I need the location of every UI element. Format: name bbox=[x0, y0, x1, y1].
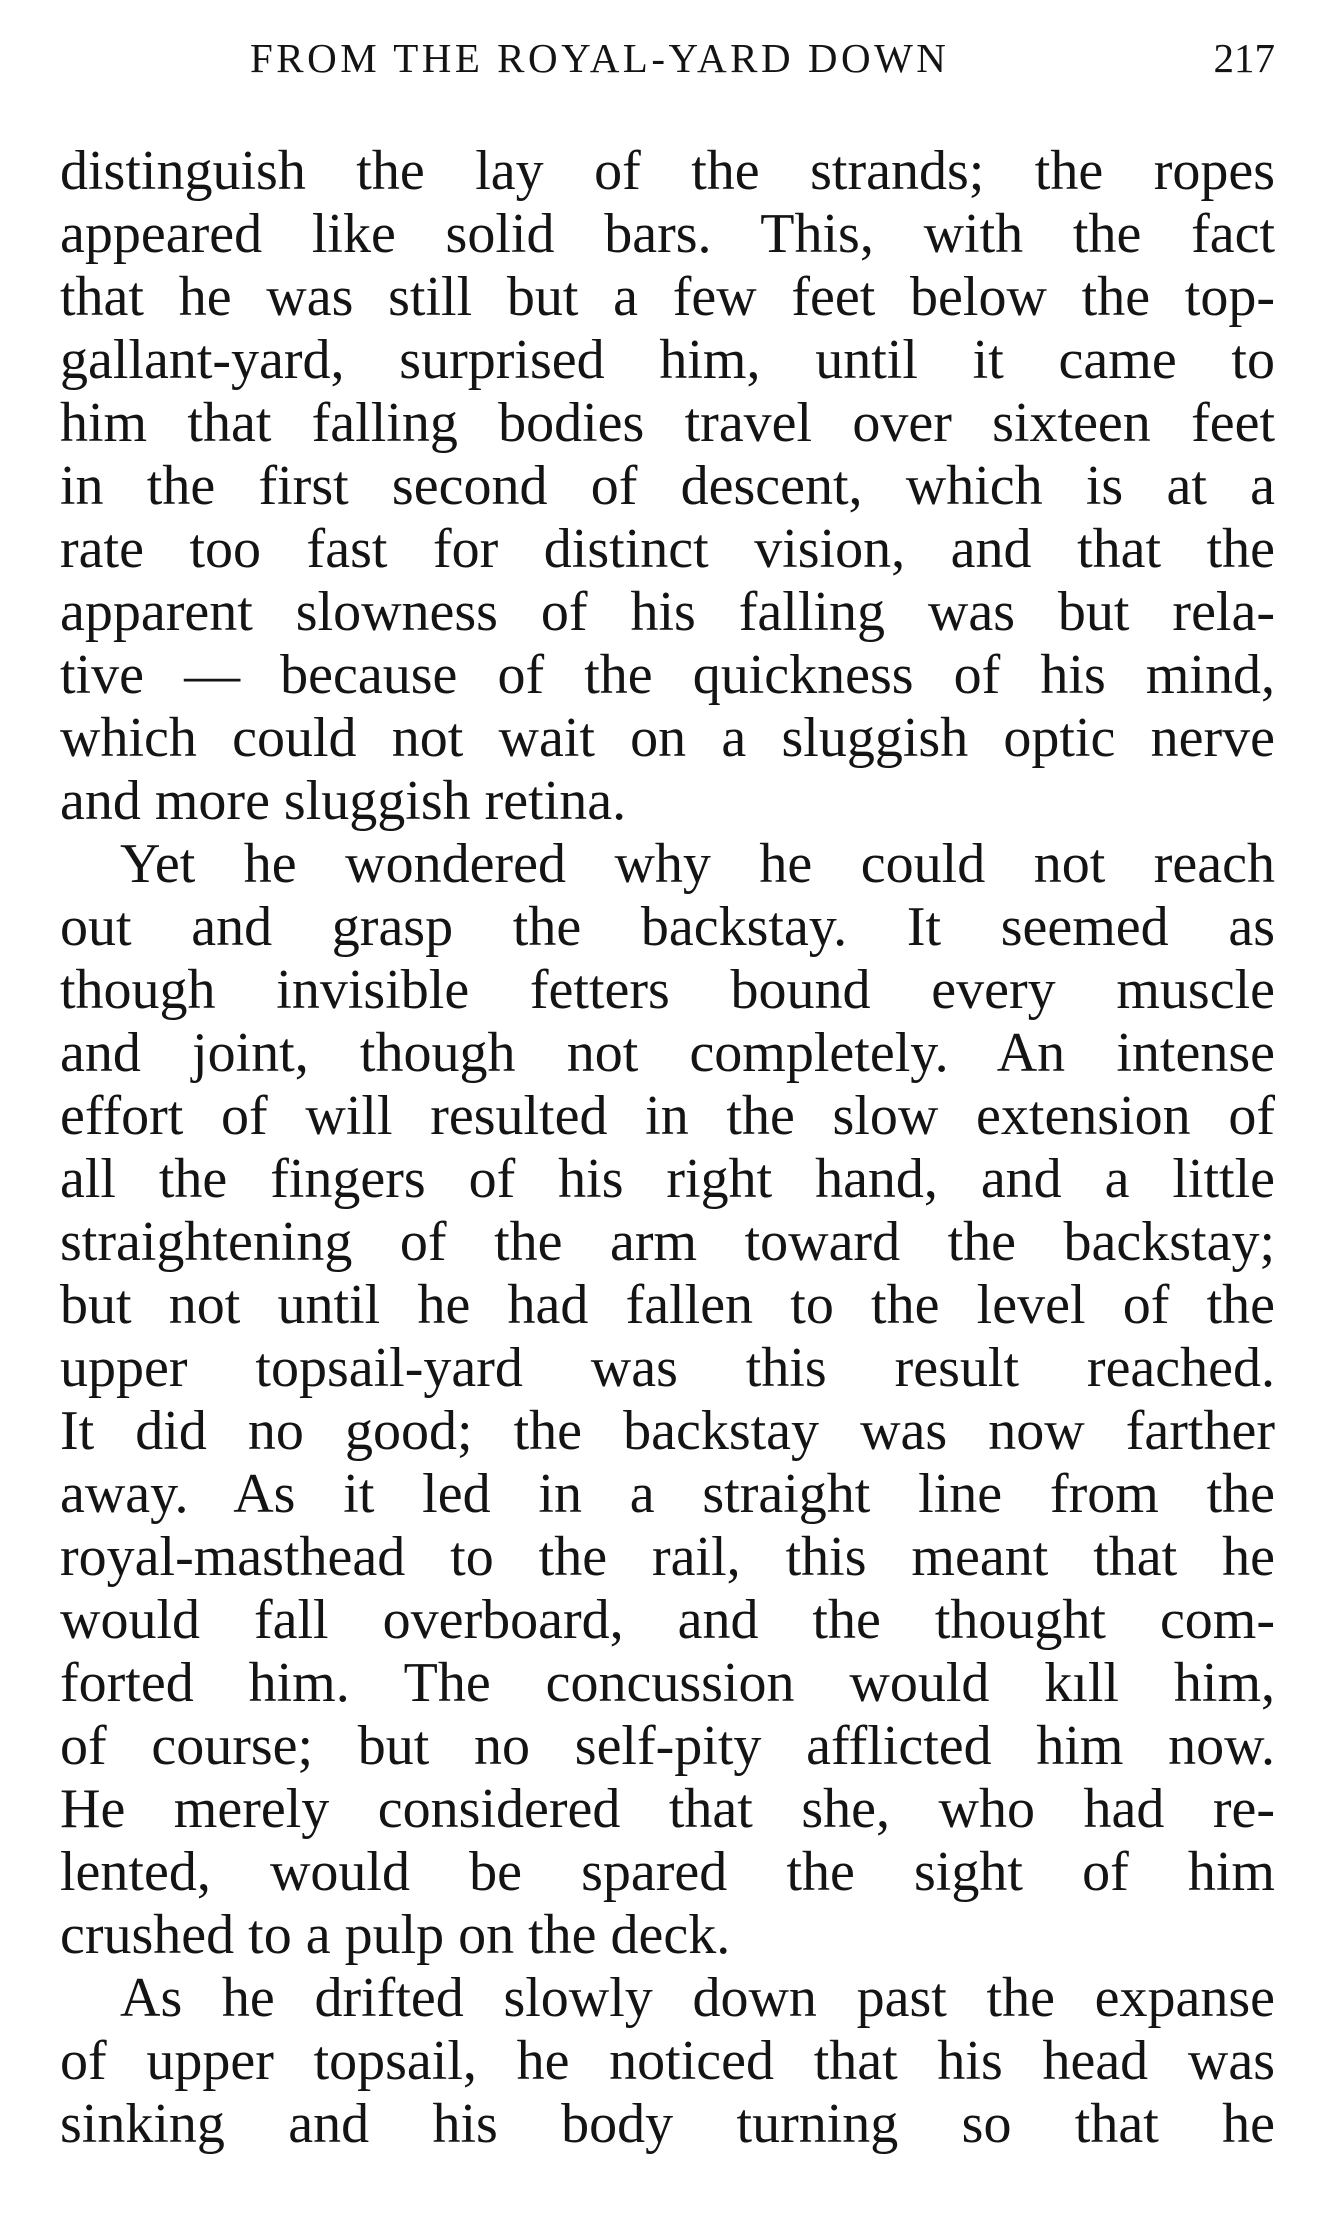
text-line: tive — because of the quickness of his mind, bbox=[60, 644, 1275, 706]
paragraph-3 bbox=[60, 1967, 1275, 2156]
page-number: 217 bbox=[1213, 35, 1275, 81]
text-line: that he was still but a few feet below the top- bbox=[60, 266, 1275, 328]
text-line: which could not wait on a sluggish optic nerve bbox=[60, 707, 1275, 769]
text-line: away. As it led in a straight line from the bbox=[60, 1463, 1275, 1525]
text-line: effort of will resulted in the slow extension of bbox=[60, 1085, 1275, 1147]
text-line: rate too fast for distinct vision, and that the bbox=[60, 518, 1275, 580]
text-line: It did no good; the backstay was now farther bbox=[60, 1400, 1275, 1462]
text-line: gallant-yard, surprised him, until it came to bbox=[60, 329, 1275, 391]
body-text bbox=[60, 140, 1275, 2156]
text-line: of upper topsail, he noticed that his head was bbox=[60, 2030, 1275, 2092]
text-line: and joint, though not completely. An intense bbox=[60, 1022, 1275, 1084]
text-line: straightening of the arm toward the backstay; bbox=[60, 1211, 1275, 1273]
text-line: upper topsail-yard was this result reached. bbox=[60, 1337, 1275, 1399]
text-line: As he drifted slowly down past the expanse bbox=[120, 1967, 1275, 2029]
running-head bbox=[60, 28, 1275, 88]
text-line: distinguish the lay of the strands; the ropes bbox=[60, 140, 1275, 202]
text-line: lented, would be spared the sight of him bbox=[60, 1841, 1275, 1903]
text-line: and more sluggish retina. bbox=[60, 770, 627, 832]
text-line: though invisible fetters bound every muscle bbox=[60, 959, 1275, 1021]
text-line: but not until he had fallen to the level of the bbox=[60, 1274, 1275, 1336]
text-line: appeared like solid bars. This, with the fact bbox=[60, 203, 1275, 265]
text-line: of course; but no self-pity afflicted him now. bbox=[60, 1715, 1275, 1777]
text-line: royal-masthead to the rail, this meant that he bbox=[60, 1526, 1275, 1588]
text-line: him that falling bodies travel over sixteen feet bbox=[60, 392, 1275, 454]
paragraph-2 bbox=[60, 833, 1275, 1967]
paragraph-1 bbox=[60, 140, 1275, 833]
text-line: forted him. The concussion would kıll him, bbox=[60, 1652, 1275, 1714]
text-line: sinking and his body turning so that he bbox=[60, 2093, 1275, 2155]
text-line: out and grasp the backstay. It seemed as bbox=[60, 896, 1275, 958]
text-line: crushed to a pulp on the deck. bbox=[60, 1904, 731, 1966]
text-line: Yet he wondered why he could not reach bbox=[120, 833, 1275, 895]
text-line: He merely considered that she, who had re- bbox=[60, 1778, 1275, 1840]
text-line: all the fingers of his right hand, and a little bbox=[60, 1148, 1275, 1210]
running-title: FROM THE ROYAL-YARD DOWN bbox=[250, 35, 950, 81]
text-line: apparent slowness of his falling was but rela- bbox=[60, 581, 1275, 643]
text-line: would fall overboard, and the thought com- bbox=[60, 1589, 1275, 1651]
text-line: in the first second of descent, which is at a bbox=[60, 455, 1275, 517]
